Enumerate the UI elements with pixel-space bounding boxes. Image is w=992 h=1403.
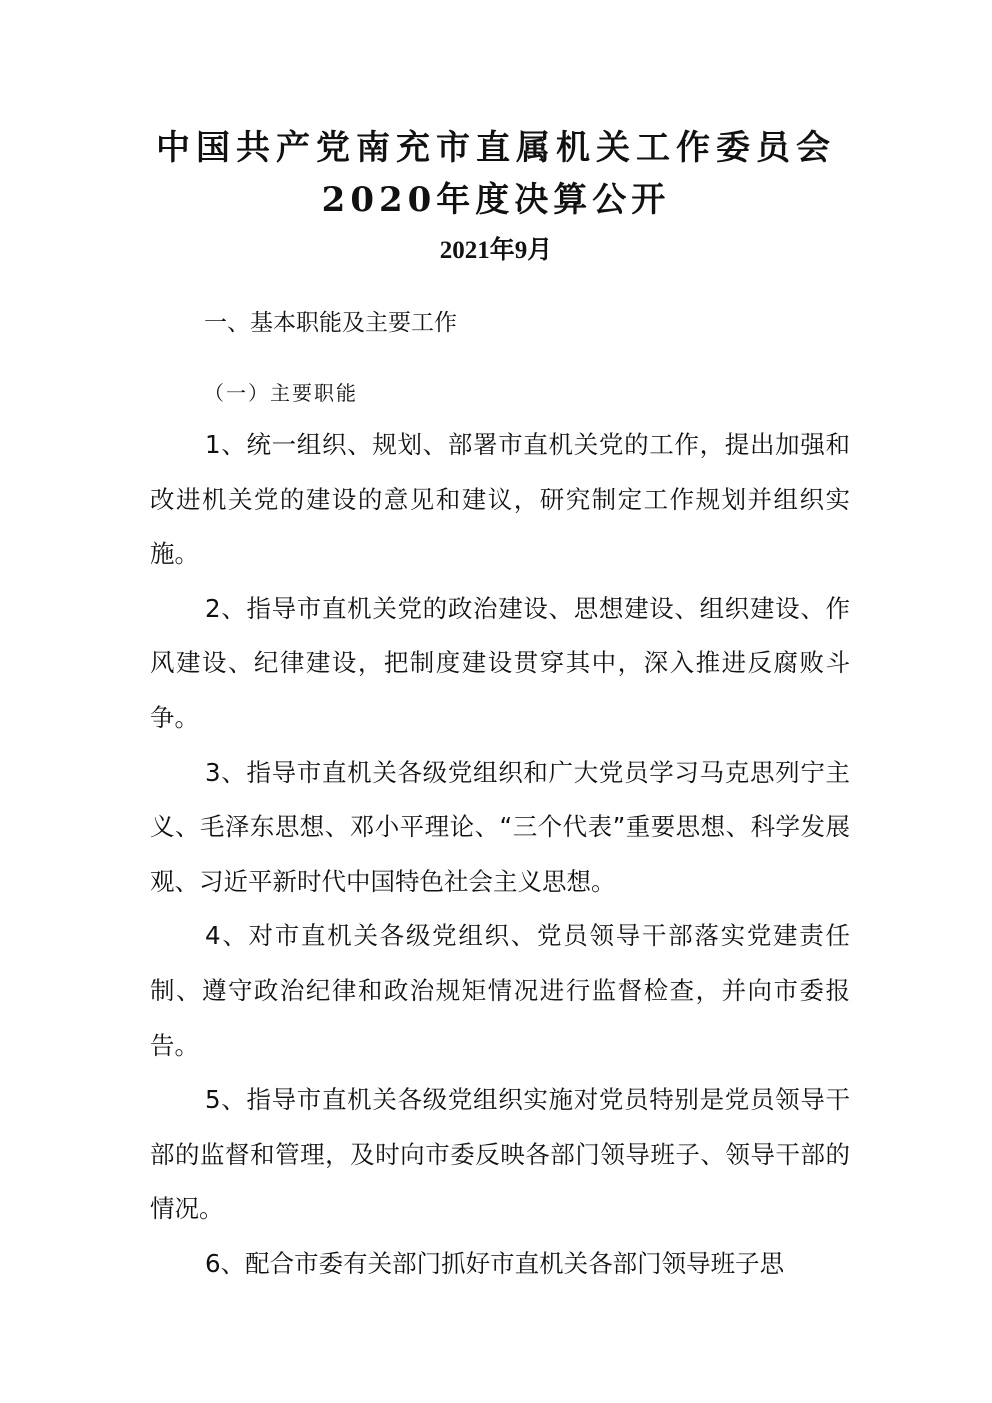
paragraph-3: 3、指导市直机关各级党组织和广大党员学习马克思列宁主义、毛泽东思想、邓小平理论、“三个代表”重要思想、科学发展观、习近平新时代中国特色社会主义思想。: [150, 757, 850, 896]
body-text: [150, 418, 850, 1292]
document-date: 2021年9月: [439, 237, 553, 264]
subsection-heading: （一）主要职能: [204, 381, 358, 405]
paragraph-4: 4、对市直机关各级党组织、党员领导干部落实党建责任制、遵守政治纪律和政治规矩情况进行监督检查，并向市委报告。: [150, 921, 850, 1060]
paragraph-5: 5、指导市直机关各级党组织实施对党员特别是党员领导干部的监督和管理，及时向市委反映各部门领导班子、领导干部的情况。: [150, 1085, 850, 1224]
section-heading: 一、基本职能及主要工作: [204, 310, 457, 336]
paragraph-6: 6、配合市委有关部门抓好市直机关各部门领导班子思: [205, 1248, 785, 1278]
paragraph-2: 2、指导市直机关党的政治建设、思想建设、组织建设、作风建设、纪律建设，把制度建设贯穿其中，深入推进反腐败斗争。: [150, 593, 850, 732]
paragraph-1: 1、统一组织、规划、部署市直机关党的工作，提出加强和改进机关党的建设的意见和建议，研究制定工作规划并组织实施。: [150, 430, 850, 569]
document-title-line-1: 中国共产党南充市直属机关工作委员会: [156, 128, 836, 168]
document-title-line-2: 2020年度决算公开: [321, 180, 671, 220]
